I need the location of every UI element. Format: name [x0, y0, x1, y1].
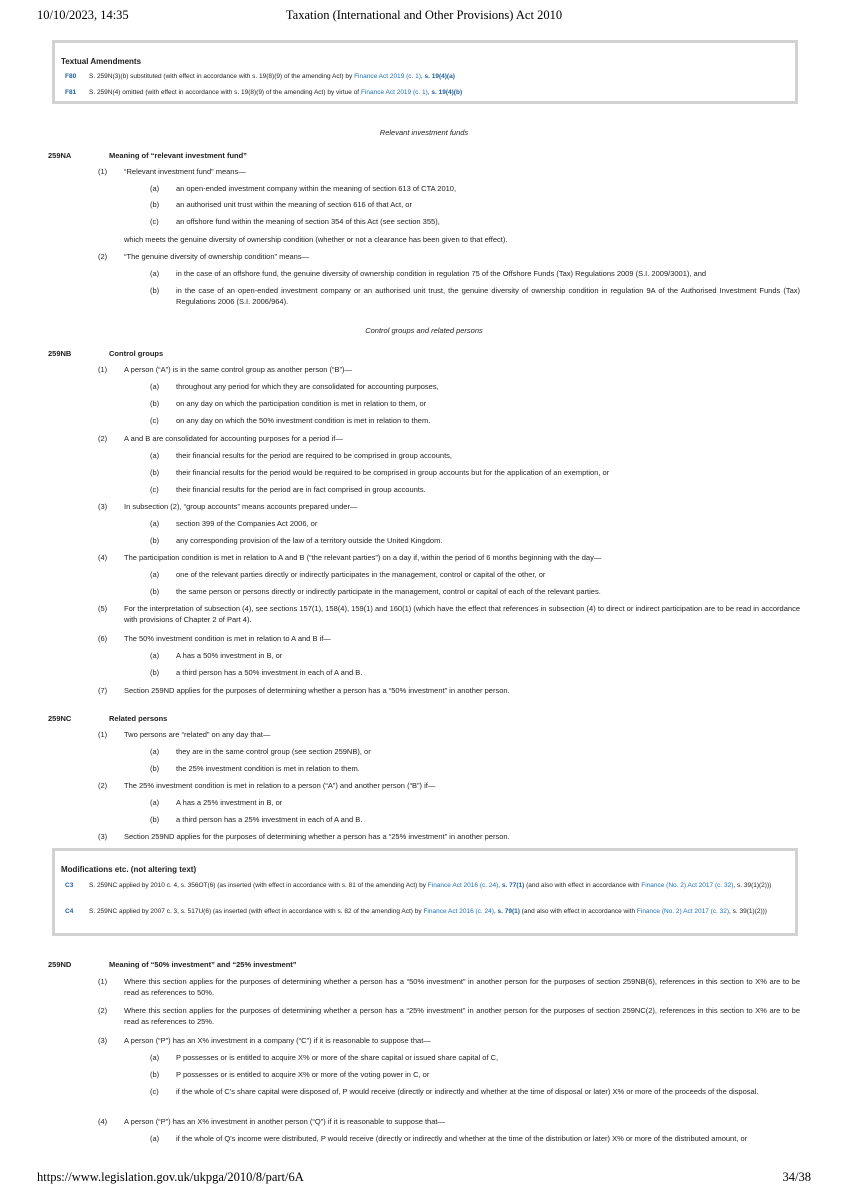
paragraph-text: a third person has a 25% investment in each of A and B.	[176, 815, 363, 824]
cross-heading: Control groups and related persons	[365, 326, 483, 335]
paragraph-number: (c)	[150, 416, 159, 425]
section-number: 259NC	[48, 714, 72, 723]
paragraph-number: (a)	[150, 651, 160, 660]
modifications-box	[52, 848, 798, 936]
subsection-number: (5)	[98, 604, 108, 613]
paragraph-text: A has a 25% investment in B, or	[176, 798, 283, 807]
paragraph-number: (c)	[150, 485, 159, 494]
subsection-number: (1)	[98, 167, 108, 176]
finance-act-link[interactable]: Finance Act 2016 (c. 24)	[423, 908, 494, 915]
finance-act-link[interactable]: Finance Act 2019 (c. 1)	[354, 73, 421, 80]
paragraph-number: (a)	[150, 451, 160, 460]
paragraph-number: (b)	[150, 815, 160, 824]
box-title: Textual Amendments	[61, 57, 142, 66]
paragraph-number: (a)	[150, 1134, 160, 1143]
paragraph-number: (b)	[150, 468, 160, 477]
subsection-number: (1)	[98, 977, 108, 986]
amendment-key: F80	[65, 73, 77, 80]
paragraph-number: (a)	[150, 1053, 160, 1062]
document-title: Taxation (International and Other Provisions) Act 2010	[285, 8, 563, 22]
subsection-text: Section 259ND applies for the purposes of determining whether a person has a “50% investment” in another person.	[124, 686, 510, 695]
paragraph-number: (b)	[150, 200, 160, 209]
subsection-number: (2)	[98, 252, 108, 261]
paragraph-number: (b)	[150, 399, 160, 408]
section-heading	[0, 714, 848, 725]
paragraph-text: an open-ended investment company within the meaning of section 613 of CTA 2010,	[176, 184, 457, 193]
paragraph-text: in the case of an offshore fund, the genuine diversity of ownership condition in regulation 75 of the Offshore Funds (Tax) Regulations 2009 (S.I. 2009/3001), and	[176, 269, 707, 278]
subsection-text: The 25% investment condition is met in relation to a person (“A”) and another person (“B”) if—	[124, 781, 436, 790]
subsection-text: A person (“A”) is in the same control group as another person (“B”)—	[124, 365, 353, 374]
modification-key: C3	[65, 882, 74, 889]
subsection-text: For the interpretation of subsection (4), see sections 157(1), 158(4), 159(1) and 160(1) (which have the effect that references in subsection (4) to direct or indirect participation are to be read in accordance with provisions of Chapter 2 of Part 4).	[124, 604, 800, 624]
modification-text: (and also with effect in accordance with	[519, 908, 637, 915]
paragraph-text: on any day on which the 50% investment condition is met in relation to them.	[176, 416, 431, 425]
source-url-link[interactable]: https://www.legislation.gov.uk/ukpga/2010/8/part/6A	[37, 1170, 304, 1184]
subsection-number: (1)	[98, 365, 108, 374]
subsection-text: Section 259ND applies for the purposes of determining whether a person has a “25% investment” in another person.	[124, 832, 510, 841]
paragraph-number: (a)	[150, 184, 160, 193]
page-footer	[37, 1170, 811, 1186]
subsection-text: A person (“P”) has an X% investment in another person (“Q”) if it is reasonable to suppose that—	[124, 1117, 445, 1126]
subsection-text: “The genuine diversity of ownership condition” means—	[124, 252, 310, 261]
finance-act-link[interactable]: Finance (No. 2) Act 2017 (c. 32)	[636, 908, 730, 915]
section-title: Related persons	[109, 714, 168, 723]
paragraph-text: P possesses or is entitled to acquire X% or more of the share capital or issued share capital of C,	[176, 1053, 499, 1062]
page-number: 34/38	[782, 1170, 811, 1184]
amendment-text: S. 259N(4) omitted (with effect in accordance with s. 19(8)(9) of the amending Act) by virtue of	[89, 89, 361, 96]
cross-heading: Relevant investment funds	[379, 128, 469, 137]
section-ref: s. 79(1)	[497, 908, 520, 915]
section-ref: s. 77(1)	[501, 882, 525, 889]
section-number: 259NB	[48, 349, 72, 358]
section-heading	[0, 960, 848, 971]
subsection-number: (3)	[98, 832, 108, 841]
amendment-key: F81	[65, 89, 77, 96]
subsection-text: Where this section applies for the purposes of determining whether a person has a “50% investment” in another person for the purposes of section 259NB(6), references in this section to X% are to be read as references to 50%.	[124, 977, 800, 997]
subsection-text: The 50% investment condition is met in relation to A and B if—	[124, 634, 331, 643]
subsection-number: (2)	[98, 1006, 108, 1015]
modification-key: C4	[65, 908, 74, 915]
box-title: Modifications etc. (not altering text)	[61, 865, 197, 874]
subsection-number: (3)	[98, 1036, 108, 1045]
section-ref: s. 19(4)(b)	[431, 89, 463, 96]
separator: ,	[493, 908, 498, 915]
modification-text: (and also with effect in accordance with	[524, 882, 642, 889]
modification-text: , s. 39(1)(2)))	[733, 882, 772, 889]
subsection-text: In subsection (2), “group accounts” means accounts prepared under—	[124, 502, 358, 511]
subsection-number: (3)	[98, 502, 108, 511]
paragraph-text: the 25% investment condition is met in relation to them.	[176, 764, 360, 773]
paragraph-number: (c)	[150, 217, 159, 226]
print-datetime: 10/10/2023, 14:35	[37, 8, 129, 22]
subsection-number: (1)	[98, 730, 108, 739]
finance-act-link[interactable]: Finance Act 2019 (c. 1)	[360, 89, 428, 96]
subsection-text: The participation condition is met in relation to A and B (“the relevant parties”) on a day if, within the period of 6 months beginning with the day—	[124, 553, 602, 562]
finance-act-link[interactable]: Finance Act 2016 (c. 24)	[427, 882, 499, 889]
section-ref: s. 19(4)(a)	[424, 73, 455, 80]
paragraph-number: (c)	[150, 1087, 159, 1096]
subsection-text: Two persons are “related” on any day that—	[124, 730, 271, 739]
modification-text: S. 259NC applied by 2010 c. 4, s. 356OT(6) (as inserted (with effect in accordance with s. 81 of the amending Act) by	[89, 882, 428, 889]
paragraph-text: A has a 50% investment in B, or	[176, 651, 283, 660]
paragraph-number: (b)	[150, 764, 160, 773]
subsection-number: (2)	[98, 434, 108, 443]
paragraph-text: any corresponding provision of the law of a territory outside the United Kingdom.	[176, 536, 443, 545]
section-title: Meaning of “50% investment” and “25% investment”	[109, 960, 297, 969]
page-header	[37, 8, 811, 24]
subsection-text: “Relevant investment fund” means—	[124, 167, 246, 176]
subsection-text: A and B are consolidated for accounting purposes for a period if—	[124, 434, 343, 443]
subsection-number: (7)	[98, 686, 108, 695]
paragraph-number: (b)	[150, 1070, 160, 1079]
section-title: Meaning of “relevant investment fund”	[109, 151, 247, 160]
paragraph-text: their financial results for the period would be required to be comprised in group accounts but for the application of an exemption, or	[176, 468, 610, 477]
paragraph-text: section 399 of the Companies Act 2006, or	[176, 519, 318, 528]
paragraph-number: (a)	[150, 382, 160, 391]
paragraph-number: (b)	[150, 286, 160, 295]
subsection-number: (4)	[98, 1117, 108, 1126]
paragraph-number: (a)	[150, 798, 160, 807]
paragraph-number: (a)	[150, 269, 160, 278]
section-heading	[0, 349, 848, 360]
subsection-number: (2)	[98, 781, 108, 790]
paragraph-text: an offshore fund within the meaning of section 354 of this Act (see section 355),	[176, 217, 440, 226]
section-title: Control groups	[109, 349, 164, 358]
finance-act-link[interactable]: Finance (No. 2) Act 2017 (c. 32)	[641, 882, 734, 889]
modification-text: S. 259NC applied by 2007 c. 3, s. 517U(6) (as inserted (with effect in accordance with s. 82 of the amending Act) by	[89, 908, 424, 915]
subsection-text: Where this section applies for the purposes of determining whether a person has a “25% investment” in another person for the purposes of section 259NC(2), references in this section to X% are to be read as references to 25%.	[124, 1006, 800, 1026]
subsection-number: (4)	[98, 553, 108, 562]
paragraph-text: the same person or persons directly or indirectly participate in the management, control or capital of each of the relevant parties.	[176, 587, 601, 596]
paragraph-text: an authorised unit trust within the meaning of section 616 of that Act, or	[176, 200, 412, 209]
paragraph-number: (b)	[150, 668, 160, 677]
paragraph-number: (a)	[150, 747, 160, 756]
section-heading	[0, 151, 848, 162]
paragraph-text: their financial results for the period are required to be comprised in group accounts,	[176, 451, 452, 460]
continuation-text: which meets the genuine diversity of ownership condition (whether or not a clearance has been given to that effect).	[124, 235, 508, 244]
modification-text: , s. 39(1)(2)))	[729, 908, 767, 915]
subsection-number: (6)	[98, 634, 108, 643]
amendment-text: S. 259N(3)(b) substituted (with effect in accordance with s. 19(8)(9) of the amending Act) by	[89, 73, 355, 80]
subsection-text: A person (“P”) has an X% investment in a company (“C”) if it is reasonable to suppose that—	[124, 1036, 431, 1045]
paragraph-text: if the whole of Q's income were distributed, P would receive (directly or indirectly and whether at the time of the distribution or later) X% or more of the distributed amount, or	[176, 1134, 748, 1143]
paragraph-text: one of the relevant parties directly or indirectly participates in the management, control or capital of the other, or	[176, 570, 546, 579]
separator: ,	[498, 882, 502, 889]
separator: ,	[420, 73, 425, 80]
textual-amendments-box	[52, 40, 798, 104]
paragraph-text: on any day on which the participation condition is met in relation to them, or	[176, 399, 427, 408]
paragraph-number: (a)	[150, 519, 160, 528]
section-number: 259NA	[48, 151, 72, 160]
section-number: 259ND	[48, 960, 72, 969]
paragraph-text: their financial results for the period are in fact comprised in group accounts.	[176, 485, 426, 494]
paragraph-text: throughout any period for which they are consolidated for accounting purposes,	[176, 382, 439, 391]
paragraph-number: (b)	[150, 587, 160, 596]
paragraph-number: (b)	[150, 536, 160, 545]
separator: ,	[427, 89, 432, 96]
paragraph-text: they are in the same control group (see section 259NB), or	[176, 747, 371, 756]
paragraph-text: if the whole of C's share capital were disposed of, P would receive (directly or indirectly and whether at the time of disposal or later) X% or more of the proceeds of the disposal.	[176, 1087, 759, 1096]
paragraph-text: P possesses or is entitled to acquire X% or more of the voting power in C, or	[176, 1070, 430, 1079]
paragraph-number: (a)	[150, 570, 160, 579]
paragraph-text: a third person has a 50% investment in each of A and B.	[176, 668, 363, 677]
paragraph-text: in the case of an open-ended investment company or an authorised unit trust, the genuine diversity of ownership condition in regulation 9A of the Authorised Investment Funds (Tax) Regulations 2006 (S.I. 2006/964).	[176, 286, 800, 306]
